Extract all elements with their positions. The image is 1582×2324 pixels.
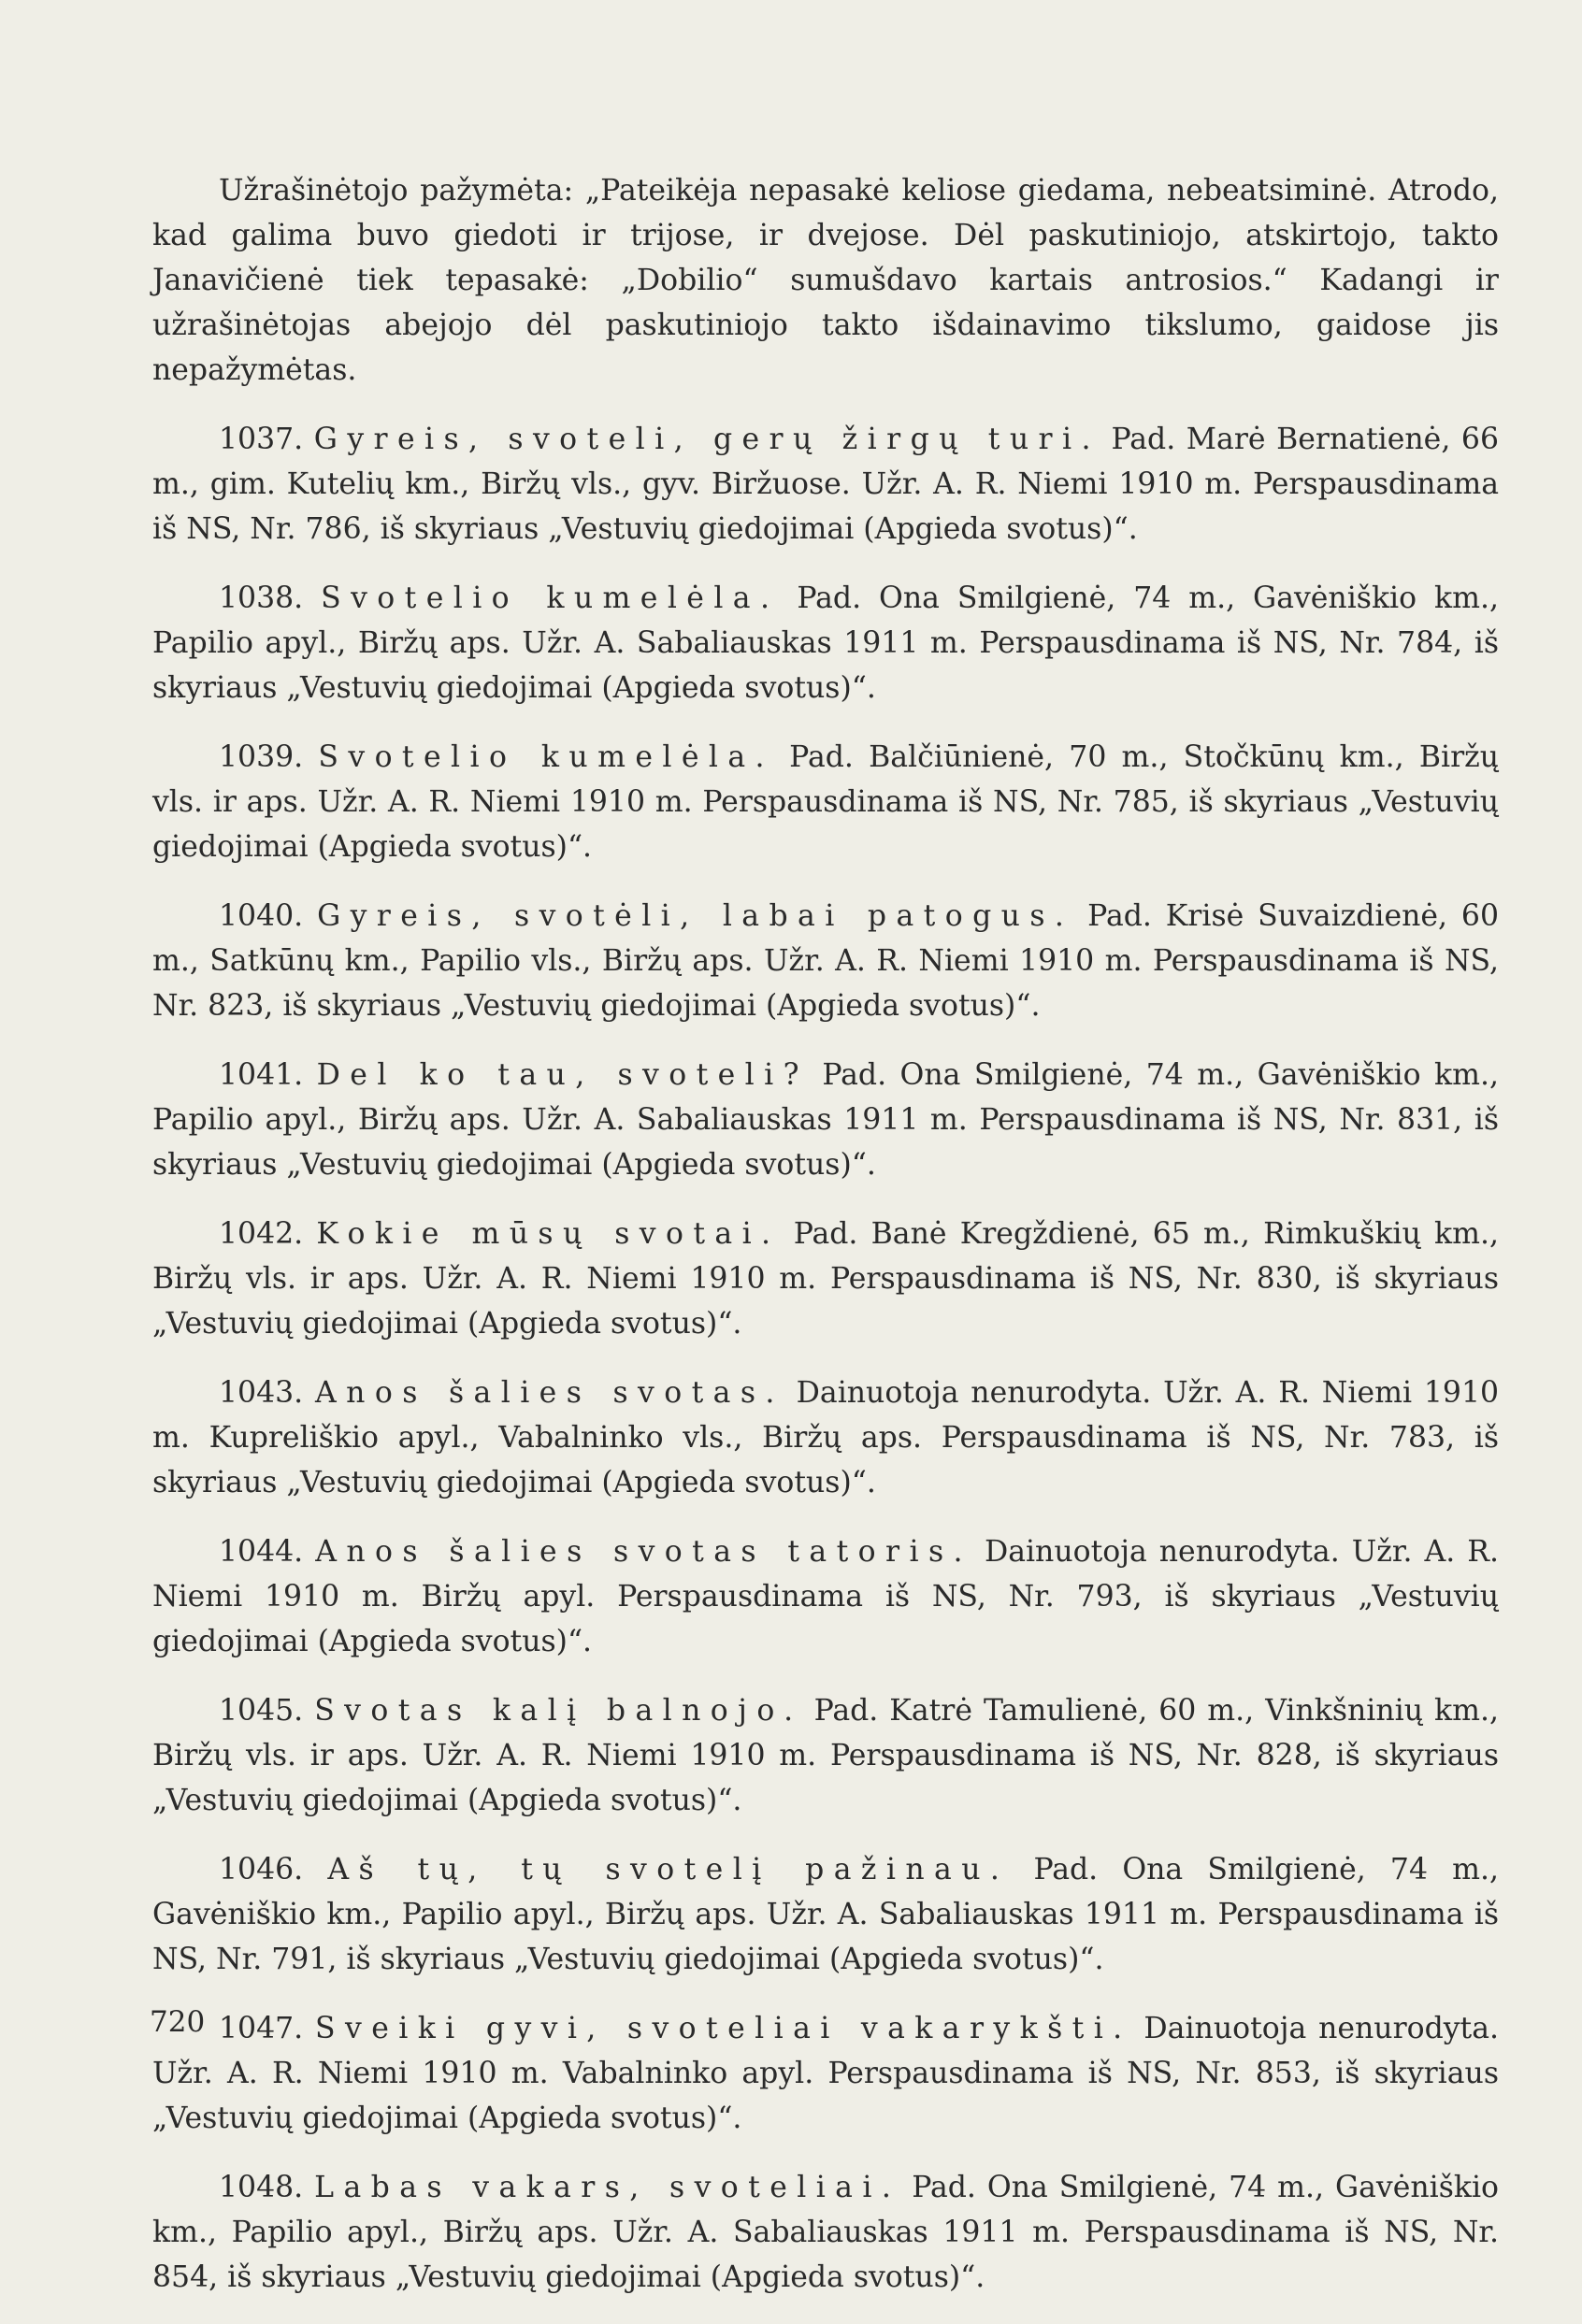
entry-paragraph	[152, 2006, 1499, 2141]
entry-title: Kokie mūsų svotai.	[316, 1217, 781, 1251]
entry-title: Aš tų, tų svotelį pažinau.	[327, 1853, 1010, 1886]
entry-paragraph	[152, 576, 1499, 710]
entry-paragraph	[152, 1529, 1499, 1664]
entry-number: 1039.	[219, 740, 304, 774]
entry-text: Dainuotoja nenurodyta. Užr. A. R. Niemi 1910 m. Vabalninko apyl. Perspausdinama iš NS, Nr. 853, iš skyriaus „Vestuvių giedojimai (Apgieda svotus)“.	[152, 2012, 1500, 2135]
entry-title: Labas vakars, svoteliai.	[314, 2171, 901, 2204]
entry-text: Pad. Marė Bernatienė, 66 m., gim. Kutelių km., Biržų vls., gyv. Biržuose. Užr. A. R. Niemi 1910 m. Perspausdinama iš NS, Nr. 786, iš skyriaus „Vestuvių giedojimai (Apgieda svotus)“.	[152, 423, 1500, 546]
entry-number: 1048.	[219, 2171, 304, 2204]
entry-number: 1042.	[219, 1217, 304, 1251]
entry-text: Pad. Ona Smilgienė, 74 m., Gavėniškio km., Papilio apyl., Biržų aps. Užr. A. Sabaliauskas 1911 m. Perspausdinama iš NS, Nr. 854, iš skyriaus „Vestuvių giedojimai (Apgieda svotus)“.	[152, 2171, 1499, 2294]
entry-paragraph	[152, 735, 1499, 869]
entry-number: 1045.	[219, 1694, 304, 1728]
entry-paragraph	[152, 1053, 1499, 1187]
page-body	[152, 168, 1499, 2324]
entry-text: Pad. Krisė Suvaizdienė, 60 m., Satkūnų km., Papilio vls., Biržų aps. Užr. A. R. Niemi 1910 m. Perspausdinama iš NS, Nr. 823, iš skyriaus „Vestuvių giedojimai (Apgieda svotus)“.	[152, 899, 1500, 1023]
entry-number: 1041.	[219, 1058, 304, 1092]
entry-paragraph	[152, 2165, 1499, 2300]
entry-title: Svotas kalį balnojo.	[314, 1694, 803, 1728]
entry-title: Svotelio kumelėla.	[318, 740, 774, 774]
entry-number: 1037.	[219, 423, 304, 456]
entry-text: Pad. Ona Smilgienė, 74 m., Gavėniškio km., Papilio apyl., Biržų aps. Užr. A. Sabaliauskas 1911 m. Perspausdinama iš NS, Nr. 784, iš skyriaus „Vestuvių giedojimai (Apgieda svotus)“.	[152, 581, 1499, 705]
entry-number: 1044.	[219, 1535, 304, 1569]
entry-number: 1038.	[219, 581, 304, 615]
entry-text: Pad. Ona Smilgienė, 74 m., Gavėniškio km., Papilio apyl., Biržų aps. Užr. A. Sabaliauskas 1911 m. Perspausdinama iš NS, Nr. 831, iš skyriaus „Vestuvių giedojimai (Apgieda svotus)“.	[152, 1058, 1500, 1182]
entry-number: 1046.	[219, 1853, 304, 1886]
entry-number: 1047.	[219, 2012, 304, 2045]
entry-paragraph	[152, 1688, 1499, 1823]
entry-text: Dainuotoja nenurodyta. Užr. A. R. Niemi 1910 m. Biržų apyl. Perspausdinama iš NS, Nr. 793, iš skyriaus „Vestuvių giedojimai (Apgieda svotus)“.	[152, 1535, 1500, 1658]
entry-paragraph	[152, 1370, 1499, 1505]
entry-text: Pad. Balčiūnienė, 70 m., Stočkūnų km., Biržų vls. ir aps. Užr. A. R. Niemi 1910 m. Perspausdinama iš NS, Nr. 785, iš skyriaus „Vestuvių giedojimai (Apgieda svotus)“.	[152, 740, 1500, 864]
entry-paragraph	[152, 1847, 1499, 1982]
entry-text: Pad. Banė Kregždienė, 65 m., Rimkuškių km., Biržų vls. ir aps. Užr. A. R. Niemi 1910 m. Perspausdinama iš NS, Nr. 830, iš skyriaus „Vestuvių giedojimai (Apgieda svotus)“.	[152, 1217, 1499, 1341]
entry-title: Svotelio kumelėla.	[321, 581, 780, 615]
entry-title: Gyreis, svotėli, labai patogus.	[317, 899, 1074, 933]
entry-title: Anos šalies svotas.	[315, 1376, 784, 1410]
intro-paragraph: Užrašinėtojo pažymėta: „Pateikėja nepasakė keliose giedama, nebeatsiminė. Atrodo, kad galima buvo giedoti ir trijose, ir dvejose. Dėl paskutiniojo, atskirtojo, takto Janavičienė tiek tepasakė: „Dobilio“ sumušdavo kartais antrosios.“ Kadangi ir užrašinėtojas abejojo dėl paskutiniojo takto išdainavimo tikslumo, gaidose jis nepažymėtas.	[152, 174, 1499, 387]
entry-paragraph	[152, 417, 1499, 552]
entry-paragraph	[152, 894, 1499, 1028]
page-number: 720	[150, 2005, 206, 2039]
entry-title: Gyreis, svoteli, gerų žirgų turi.	[313, 423, 1100, 456]
entry-text: Dainuotoja nenurodyta. Užr. A. R. Niemi 1910 m. Kupreliškio apyl., Vabalninko vls., Biržų aps. Perspausdinama iš NS, Nr. 783, iš skyriaus „Vestuvių giedojimai (Apgieda svotus)“.	[152, 1376, 1500, 1499]
entry-title: Anos šalies svotas tatoris.	[315, 1535, 972, 1569]
entry-number: 1043.	[219, 1376, 304, 1410]
entry-paragraph	[152, 1212, 1499, 1346]
entry-text: Pad. Ona Smilgienė, 74 m., Gavėniškio km., Papilio apyl., Biržų aps. Užr. A. Sabaliauskas 1911 m. Perspausdinama iš NS, Nr. 791, iš skyriaus „Vestuvių giedojimai (Apgieda svotus)“.	[152, 1853, 1500, 1976]
entry-text: Pad. Katrė Tamulienė, 60 m., Vinkšninių km., Biržų vls. ir aps. Užr. A. R. Niemi 1910 m. Perspausdinama iš NS, Nr. 828, iš skyriaus „Vestuvių giedojimai (Apgieda svotus)“.	[152, 1694, 1500, 1817]
entry-title: Sveiki gyvi, svoteliai vakarykšti.	[315, 2012, 1132, 2045]
entry-number: 1040.	[219, 899, 304, 933]
entry-title: Del ko tau, svoteli?	[316, 1058, 809, 1092]
